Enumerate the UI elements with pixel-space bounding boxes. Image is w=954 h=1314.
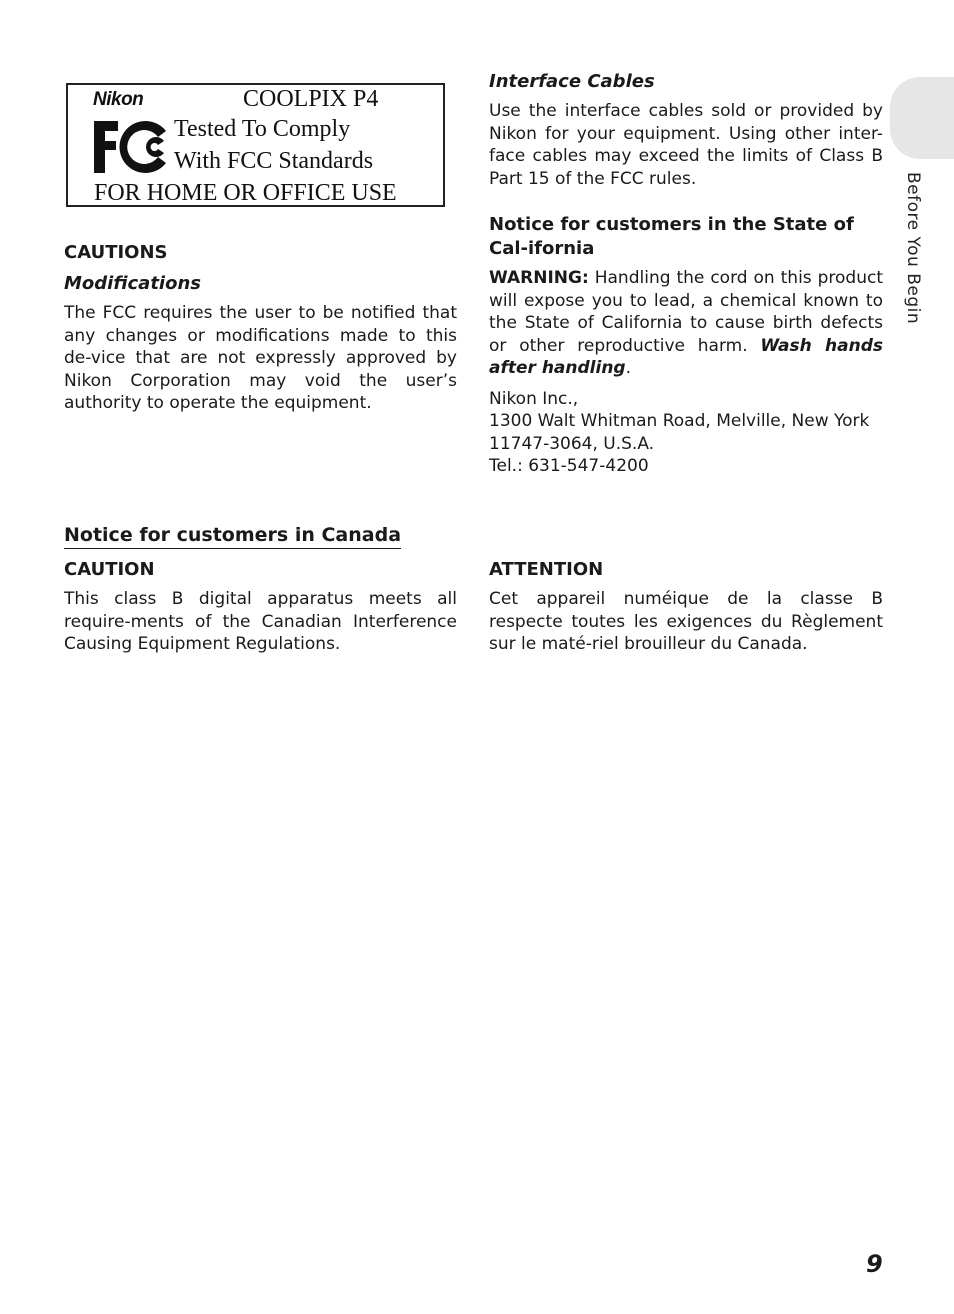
canada-attention-section xyxy=(489,558,883,656)
fcc-text-line: Tested To Comply xyxy=(174,116,351,142)
interface-cables-heading: Interface Cables xyxy=(489,71,655,92)
modifications-heading: Modifications xyxy=(64,273,201,294)
warning-emphasis: Wash hands after handling xyxy=(489,335,883,378)
california-warning xyxy=(489,267,883,380)
fcc-label xyxy=(66,83,445,207)
model-name: COOLPIX P4 xyxy=(243,86,379,112)
canada-caution-section xyxy=(64,558,457,656)
address-line: 1300 Walt Whitman Road, Melville, New York xyxy=(489,411,870,431)
interface-cables-section xyxy=(489,70,883,190)
cautions-heading: CAUTIONS xyxy=(64,242,168,263)
nikon-address xyxy=(489,388,883,478)
warning-separator: : xyxy=(581,268,589,288)
chapter-tab xyxy=(890,77,954,159)
nikon-logo: Nikon xyxy=(93,89,144,110)
warning-label: WARNING xyxy=(489,268,582,288)
address-line: 11747-3064, U.S.A. xyxy=(489,433,655,454)
address-line: Nikon Inc., xyxy=(489,388,579,409)
warning-end: . xyxy=(625,358,632,378)
fcc-text-line: With FCC Standards xyxy=(174,148,374,174)
california-section xyxy=(489,213,883,478)
fcc-logo-icon xyxy=(92,119,168,175)
page-number: 9 xyxy=(866,1250,883,1278)
warning-body: Handling the cord on this product will expose you to lead, a chemical known to the State of California to cause birth defects or other reproductive harm. xyxy=(489,268,883,356)
attention-body: Cet appareil numéique de la classe B respecte toutes les exigences du Règlement sur le maté-riel brouilleur du Canada. xyxy=(489,589,883,654)
fcc-text-line: FOR HOME OR OFFICE USE xyxy=(94,180,397,206)
canada-heading: Notice for customers in Canada xyxy=(64,523,401,549)
caution-heading: CAUTION xyxy=(64,559,155,580)
caution-body: This class B digital apparatus meets all require-ments of the Canadian Interference Causing Equipment Regulations. xyxy=(64,589,457,654)
address-line: Tel.: 631-547-4200 xyxy=(489,456,649,476)
chapter-label: Before You Begin xyxy=(903,172,923,325)
canada-section xyxy=(64,523,457,549)
cautions-section xyxy=(64,241,457,415)
california-heading: Notice for customers in the State of Cal-ifornia xyxy=(489,214,854,259)
modifications-body: The FCC requires the user to be notified that any changes or modifications made to this de-vice that are not expressly approved by Nikon Corporation may void the user’s authority to operate the equipment. xyxy=(64,303,457,413)
interface-cables-body: Use the interface cables sold or provided by Nikon for your equipment. Using other inter-face cables may exceed the limits of Class B Part 15 of the FCC rules. xyxy=(489,101,883,189)
attention-heading: ATTENTION xyxy=(489,559,604,580)
